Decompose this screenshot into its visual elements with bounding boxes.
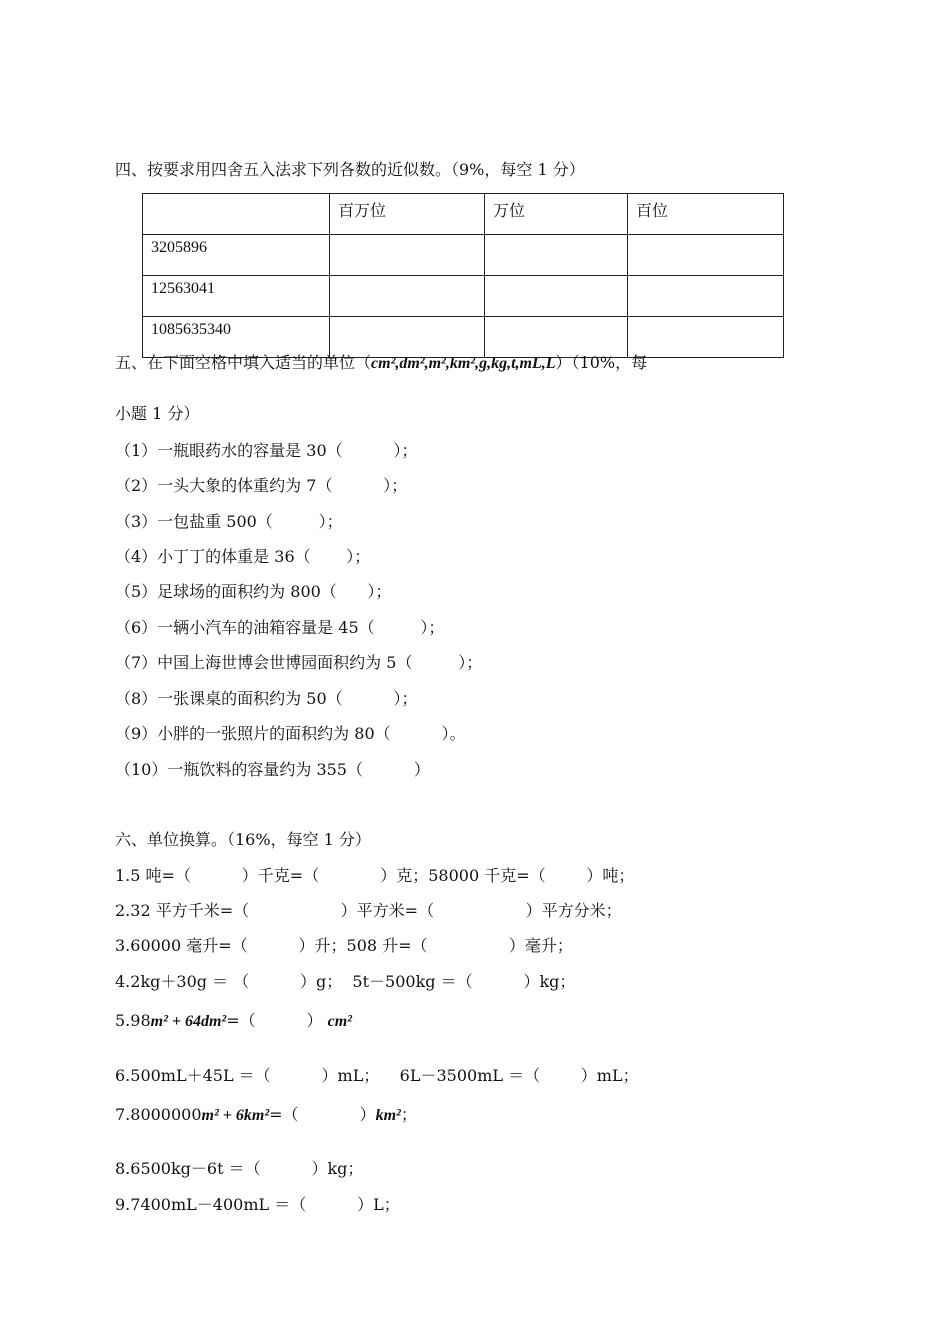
header-cell: 百位 <box>628 194 784 235</box>
fill-item: （8）一张课桌的面积约为 50（ ）； <box>115 689 418 708</box>
fill-item: （3）一包盐重 500（ ）； <box>115 512 343 531</box>
fill-item: （5）足球场的面积约为 800（ ）； <box>115 582 392 601</box>
conversion-item: 5.98m² + 64dm²=（ ） cm² <box>115 1011 352 1030</box>
conversion-item: 9.7400mL－400mL ＝（ ）L； <box>115 1195 400 1214</box>
conversion-item: 6.500mL＋45L ＝（ ）mL； 6L－3500mL ＝（ ）mL； <box>115 1066 639 1085</box>
header-cell: 万位 <box>485 194 628 235</box>
fill-item: （10）一瓶饮料的容量约为 355（ ） <box>115 760 430 779</box>
section5-title: 五、在下面空格中填入适当的单位（cm²,dm²,m²,km²,g,kg,t,mL,L）（10%，每 <box>115 353 648 372</box>
section5-title-cont: 小题 1 分） <box>115 404 200 423</box>
answer-cell[interactable] <box>330 317 485 358</box>
row-number: 1085635340 <box>143 317 330 358</box>
conversion-item: 2.32 平方千米=（ ）平方米=（ ）平方分米； <box>115 901 622 920</box>
table-row <box>143 276 784 317</box>
approximation-table <box>142 193 784 358</box>
section4-title: 四、按要求用四舍五入法求下列各数的近似数。（9%，每空 1 分） <box>115 160 585 179</box>
row-number: 3205896 <box>143 235 330 276</box>
answer-cell[interactable] <box>485 317 628 358</box>
section6-title: 六、单位换算。（16%，每空 1 分） <box>115 830 371 849</box>
math-unit: cm² <box>327 1013 352 1030</box>
unit-list: cm²,dm²,m²,km²,g,kg,t,mL,L <box>371 355 556 372</box>
conversion-item: 3.60000 毫升=（ ）升；508 升=（ ）毫升； <box>115 936 573 955</box>
fill-item: （1）一瓶眼药水的容量是 30（ ）； <box>115 441 418 460</box>
answer-cell[interactable] <box>485 276 628 317</box>
answer-cell[interactable] <box>330 235 485 276</box>
fill-item: （6）一辆小汽车的油箱容量是 45（ ）； <box>115 618 445 637</box>
conversion-item: 8.6500kg－6t ＝（ ）kg； <box>115 1159 364 1178</box>
fill-item: （7）中国上海世博会世博园面积约为 5（ ）； <box>115 653 483 672</box>
row-number: 12563041 <box>143 276 330 317</box>
table-header-row <box>143 194 784 235</box>
header-cell <box>143 194 330 235</box>
answer-cell[interactable] <box>628 235 784 276</box>
fill-item: （9）小胖的一张照片的面积约为 80（ ）。 <box>115 724 466 743</box>
header-cell: 百万位 <box>330 194 485 235</box>
math-unit: km² <box>375 1107 401 1124</box>
answer-cell[interactable] <box>330 276 485 317</box>
conversion-item: 4.2kg＋30g ＝ （ ）g； 5t－500kg ＝（ ）kg； <box>115 972 576 991</box>
answer-cell[interactable] <box>628 317 784 358</box>
answer-cell[interactable] <box>485 235 628 276</box>
math-expression: m² + 6km² <box>201 1107 270 1124</box>
fill-item: （4）小丁丁的体重是 36（ ）； <box>115 547 371 566</box>
table-row <box>143 235 784 276</box>
fill-item: （2）一头大象的体重约为 7（ ）； <box>115 476 408 495</box>
conversion-item: 1.5 吨=（ ）千克=（ ）克；58000 千克=（ ）吨； <box>115 866 635 885</box>
conversion-item: 7.8000000m² + 6km²=（ ）km²； <box>115 1105 417 1124</box>
table-row <box>143 317 784 358</box>
answer-cell[interactable] <box>628 276 784 317</box>
math-expression: m² + 64dm² <box>150 1013 227 1030</box>
